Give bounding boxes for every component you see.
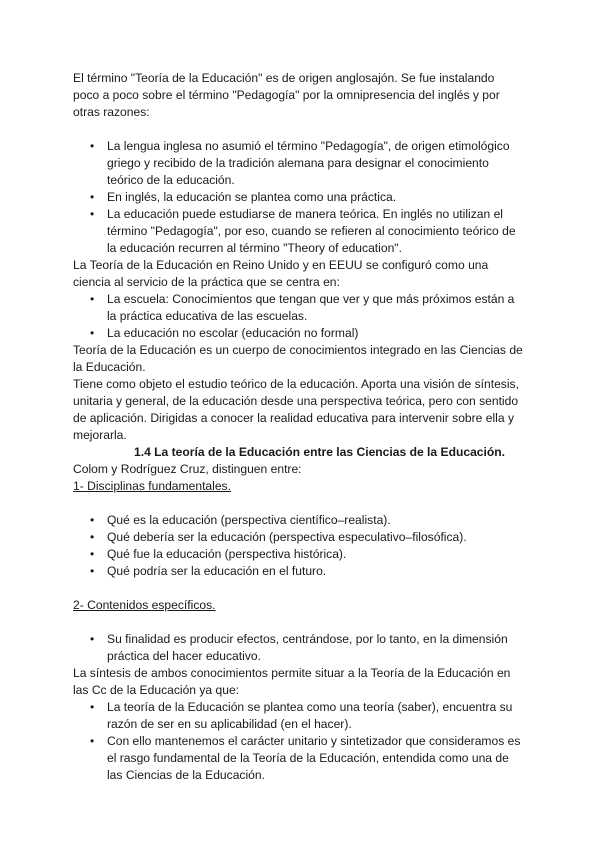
- list-item: • Qué fue la educación (perspectiva histórica).: [73, 546, 523, 563]
- list-item: • Qué es la educación (perspectiva científico–realista).: [73, 512, 523, 529]
- paragraph-object: Tiene como objeto el estudio teórico de la educación. Aporta una visión de síntesis, unitaria y general, de la educación desde una perspectiva teórica, pero con sentido de aplicación. Dirigidas a conocer la realidad educativa para intervenir sobre ella y mejorarla.: [73, 377, 519, 442]
- subheading-specific-contents: 2- Contenidos específicos.: [73, 598, 216, 612]
- list-item: • Qué debería ser la educación (perspectiva especulativo–filosófica).: [73, 529, 523, 546]
- list-item: • Con ello mantenemos el carácter unitario y sintetizador que consideramos es el rasgo fundamental de la Teoría de la Educación, entendida como una de las Ciencias de la Educación.: [73, 733, 523, 784]
- bullet-list-synthesis: [73, 699, 523, 784]
- section-heading: 1.4 La teoría de la Educación entre las Ciencias de la Educación.: [134, 445, 506, 459]
- list-item: • La lengua inglesa no asumió el término "Pedagogía", de origen etimológico griego y recibido de la tradición alemana para designar el conocimiento teórico de la educación.: [73, 138, 523, 189]
- bullet-list-disciplines: [73, 512, 523, 580]
- paragraph-uk-usa: La Teoría de la Educación en Reino Unido y en EEUU se configuró como una ciencia al servicio de la práctica que se centra en:: [73, 258, 489, 289]
- list-item: • La teoría de la Educación se plantea como una teoría (saber), encuentra su razón de ser en su aplicabilidad (en el hacer).: [73, 699, 523, 733]
- bullet-list-contents: [73, 631, 523, 665]
- subheading-fundamental-disciplines: 1- Disciplinas fundamentales.: [73, 479, 231, 493]
- list-item: • Su finalidad es producir efectos, centrándose, por lo tanto, en la dimensión práctica del hacer educativo.: [73, 631, 523, 665]
- document-page: [73, 70, 523, 784]
- list-item: • La escuela: Conocimientos que tengan que ver y que más próximos están a la práctica educativa de las escuelas.: [73, 291, 523, 325]
- bullet-list-focus: [73, 291, 523, 342]
- paragraph-authors: Colom y Rodríguez Cruz, distinguen entre:: [73, 462, 302, 476]
- list-item: • La educación no escolar (educación no formal): [73, 325, 523, 342]
- paragraph-body-of-knowledge: Teoría de la Educación es un cuerpo de conocimientos integrado en las Ciencias de la Educación.: [73, 343, 523, 374]
- list-item: • La educación puede estudiarse de manera teórica. En inglés no utilizan el término "Pedagogía", por eso, cuando se refieren al conocimiento teórico de la educación recurren al término "Theory of education".: [73, 206, 523, 257]
- paragraph-synthesis: La síntesis de ambos conocimientos permite situar a la Teoría de la Educación en las Cc de la Educación ya que:: [73, 666, 511, 697]
- intro-paragraph: El término "Teoría de la Educación" es de origen anglosajón. Se fue instalando poco a poco sobre el término "Pedagogía" por la omnipresencia del inglés y por otras razones:: [73, 71, 500, 119]
- bullet-list-origins: [73, 138, 523, 257]
- list-item: • En inglés, la educación se plantea como una práctica.: [73, 189, 523, 206]
- list-item: • Qué podría ser la educación en el futuro.: [73, 563, 523, 580]
